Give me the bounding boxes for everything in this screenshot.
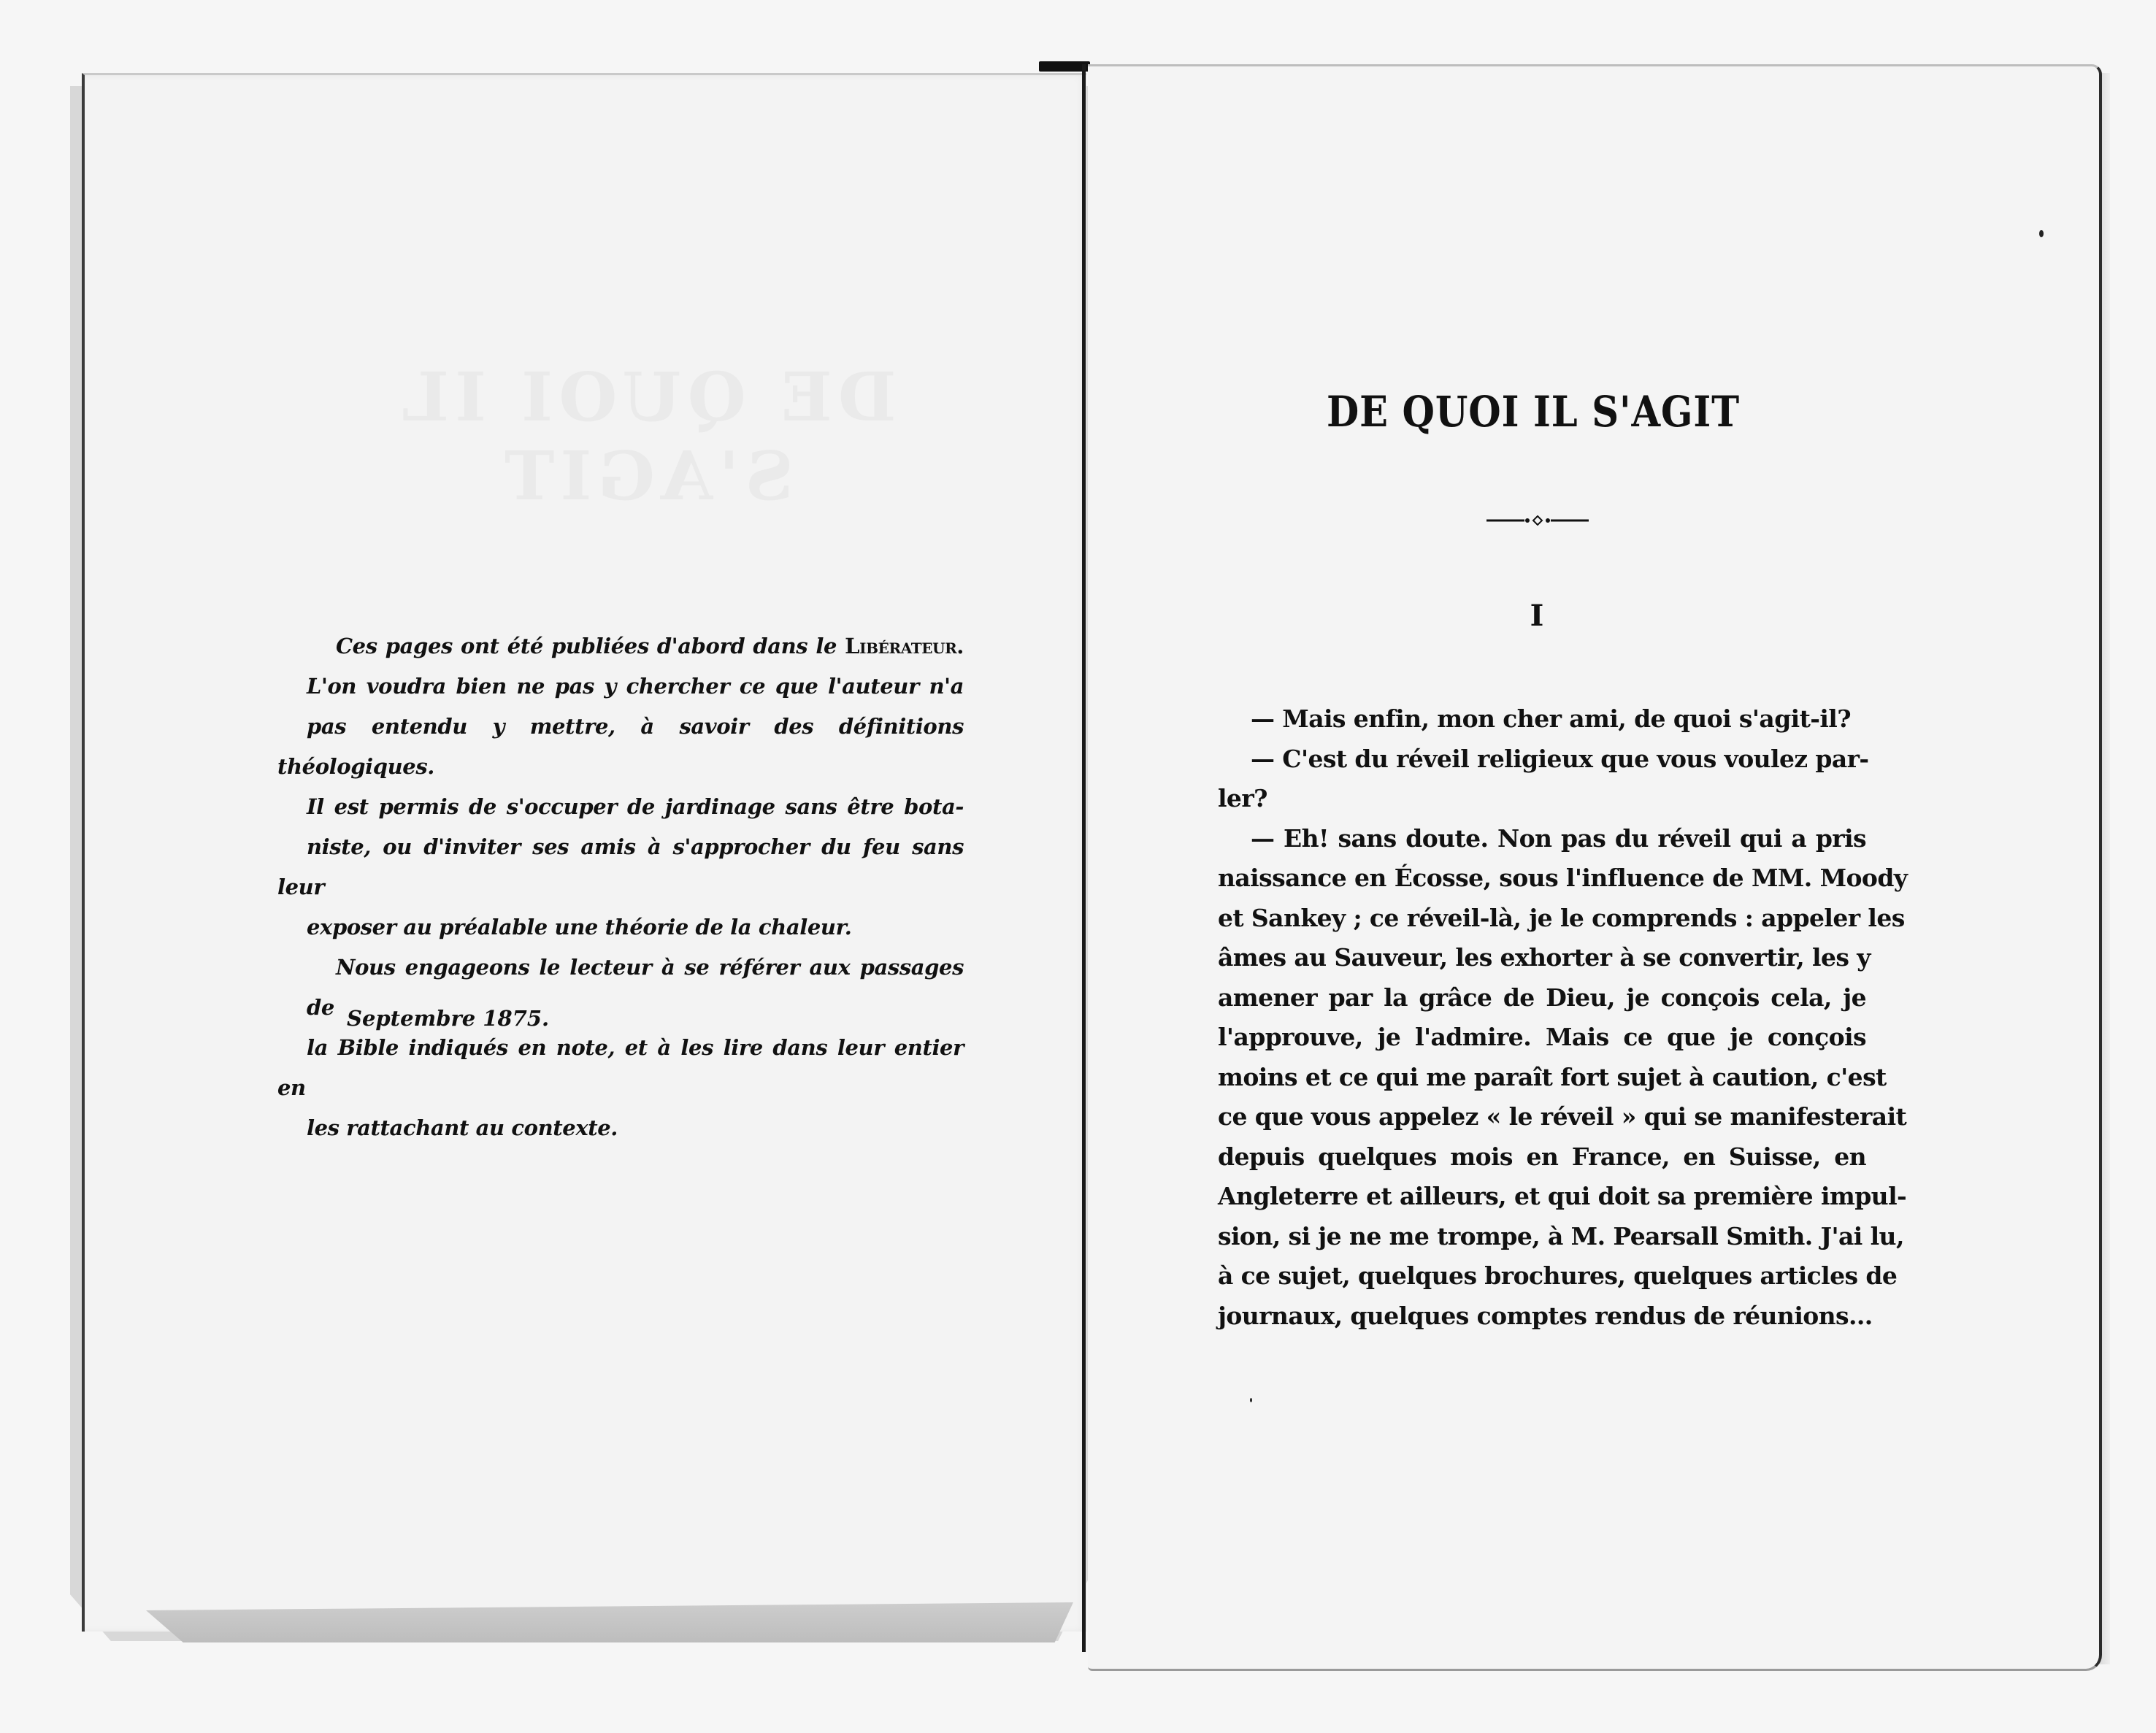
preface-line: niste, ou d'inviter ses amis à s'approcher du feu sans leur xyxy=(277,834,964,899)
scan-speck xyxy=(2039,230,2044,237)
preface-line xyxy=(307,626,964,666)
ornament-divider-icon xyxy=(1486,515,1589,526)
body-line: Angleterre et ailleurs, et qui doit sa première impul- xyxy=(1218,1182,1907,1210)
body-line: — C'est du réveil religieux que vous voulez par- xyxy=(1251,744,1869,773)
body-line: l'approuve, je l'admire. Mais ce que je conçois xyxy=(1218,1023,1866,1051)
preface-line: les rattachant au contexte. xyxy=(307,1115,618,1140)
preface-paragraph-1 xyxy=(277,626,964,948)
body-line: ler? xyxy=(1218,784,1267,812)
body-line: naissance en Écosse, sous l'influence de MM. Moody xyxy=(1218,864,1908,892)
body-text xyxy=(1218,699,1908,1336)
preface-paragraph-2 xyxy=(277,948,964,1148)
book-spine xyxy=(1082,64,1086,1652)
body-line: — Mais enfin, mon cher ami, de quoi s'agit-il? xyxy=(1251,704,1851,733)
body-line: ce que vous appelez « le réveil » qui se manifesterait xyxy=(1218,1102,1907,1131)
body-line: moins et ce qui me paraît fort sujet à caution, c'est xyxy=(1218,1062,1887,1091)
preface-text xyxy=(277,626,964,1148)
body-line: depuis quelques mois en France, en Suisse, en xyxy=(1218,1142,1866,1171)
scan-speck xyxy=(1250,1398,1252,1402)
preface-line: Nous engageons le lecteur à se référer aux passages de xyxy=(307,955,964,1020)
preface-line-text: Ces pages ont été publiées d'abord dans le xyxy=(336,634,837,658)
bleedthrough-title xyxy=(336,358,956,515)
body-line: âmes au Sauveur, les exhorter à se convertir, les y xyxy=(1218,943,1871,972)
chapter-title: DE QUOI IL S'AGIT xyxy=(1326,387,1741,437)
preface-date: Septembre 1875. xyxy=(347,1006,550,1031)
body-line: à ce sujet, quelques brochures, quelques articles de xyxy=(1218,1261,1898,1290)
body-line: amener par la grâce de Dieu, je conçois cela, je xyxy=(1218,983,1866,1012)
body-line: sion, si je ne me trompe, à M. Pearsall Smith. J'ai lu, xyxy=(1218,1221,1904,1250)
preface-line: pas entendu y mettre, à savoir des définitions théologiques. xyxy=(277,714,964,779)
preface-line: Il est permis de s'occuper de jardinage sans être bota- xyxy=(307,794,964,819)
chapter-number: I xyxy=(1530,599,1544,633)
preface-line: la Bible indiqués en note, et à les lire dans leur entier en xyxy=(277,1035,964,1100)
preface-line: L'on voudra bien ne pas y chercher ce que l'auteur n'a xyxy=(307,674,964,699)
body-line: — Eh! sans doute. Non pas du réveil qui a pris xyxy=(1251,823,1866,853)
preface-line: exposer au préalable une théorie de la chaleur. xyxy=(307,915,852,939)
body-line: et Sankey ; ce réveil-là, je le comprends : appeler les xyxy=(1218,903,1905,932)
journal-name: Libérateur. xyxy=(845,634,964,658)
body-line: journaux, quelques comptes rendus de réunions... xyxy=(1218,1301,1873,1330)
